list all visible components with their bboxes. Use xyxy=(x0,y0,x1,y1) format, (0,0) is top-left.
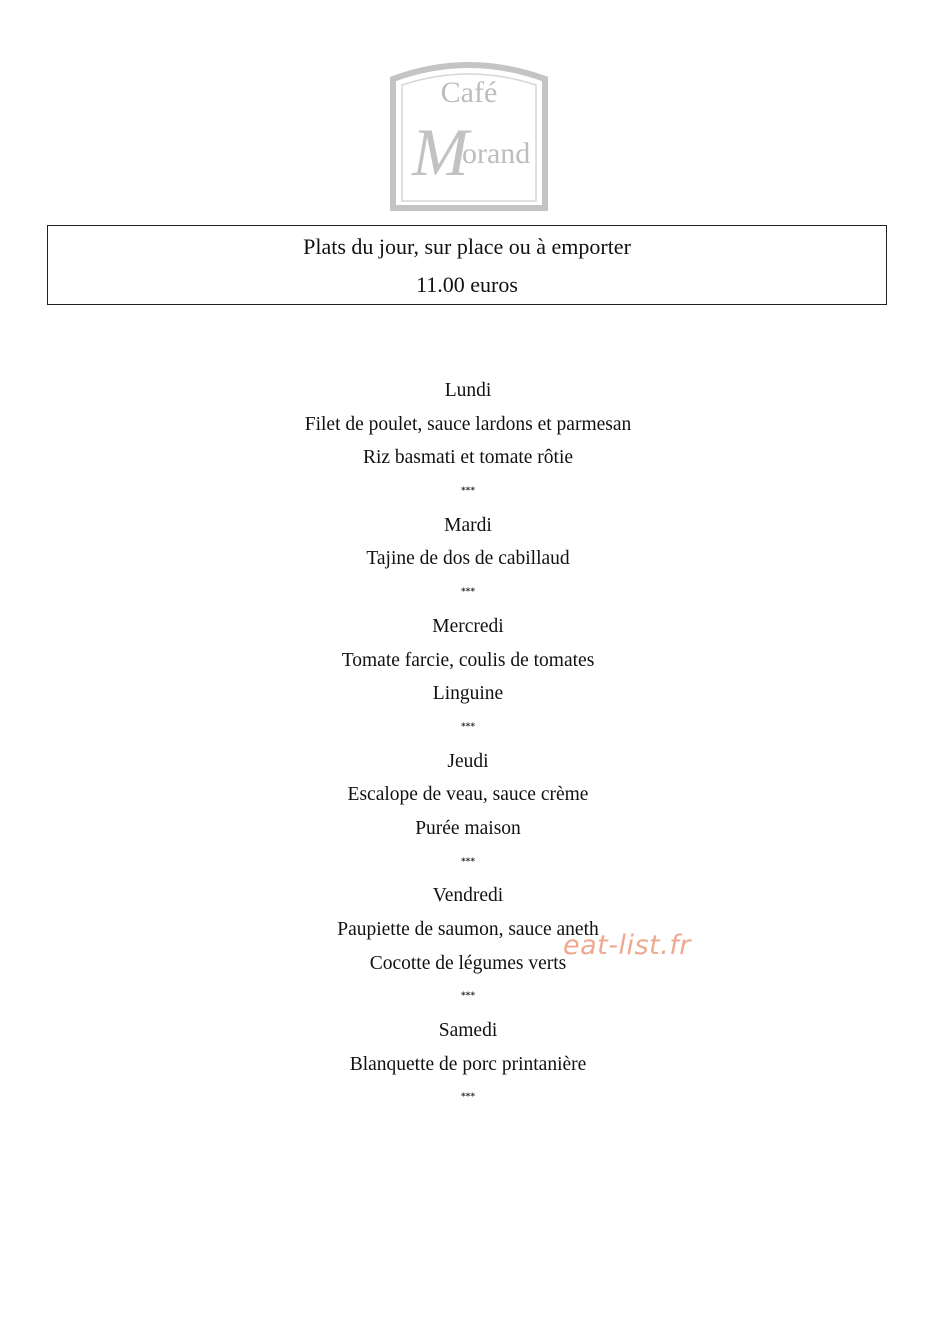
day-name: Jeudi xyxy=(447,750,489,772)
dish: Tajine de dos de cabillaud xyxy=(366,548,570,570)
dish: Tomate farcie, coulis de tomates xyxy=(341,649,595,671)
svg-text:Café: Café xyxy=(440,76,498,109)
day-mercredi xyxy=(0,610,936,745)
svg-text:orand: orand xyxy=(462,137,531,170)
day-samedi xyxy=(0,1014,936,1115)
separator: *** xyxy=(460,1092,476,1103)
menu-header-box xyxy=(47,225,887,305)
menu-title: Plats du jour, sur place ou à emporter xyxy=(303,234,631,259)
separator: *** xyxy=(460,721,476,732)
day-mardi xyxy=(0,509,936,610)
dish: Paupiette de saumon, sauce aneth xyxy=(337,919,599,940)
dish: Linguine xyxy=(432,683,504,705)
day-name: Samedi xyxy=(438,1020,498,1042)
day-jeudi xyxy=(0,745,936,880)
cafe-morand-logo xyxy=(390,57,548,211)
day-vendredi xyxy=(0,879,936,1014)
weekly-menu xyxy=(0,374,936,1115)
day-name: Vendredi xyxy=(432,885,504,907)
svg-text:M: M xyxy=(412,114,469,190)
dish: Purée maison xyxy=(415,817,521,839)
dish: Blanquette de porc printanière xyxy=(349,1053,587,1075)
dish: Cocotte de légumes verts xyxy=(369,952,567,974)
dish: Escalope de veau, sauce crème xyxy=(347,784,589,806)
dish: Riz basmati et tomate rôtie xyxy=(362,447,574,469)
separator: *** xyxy=(460,486,476,497)
day-lundi xyxy=(0,374,936,509)
separator: *** xyxy=(460,991,476,1002)
dish: Filet de poulet, sauce lardons et parmesan xyxy=(304,413,632,435)
day-name: Lundi xyxy=(444,380,492,401)
day-name: Mardi xyxy=(444,514,492,536)
day-name: Mercredi xyxy=(432,615,504,637)
separator: *** xyxy=(460,587,476,598)
separator: *** xyxy=(460,856,476,867)
menu-price: 11.00 euros xyxy=(416,272,518,297)
eat-list-watermark: eat-list.fr xyxy=(563,930,691,961)
